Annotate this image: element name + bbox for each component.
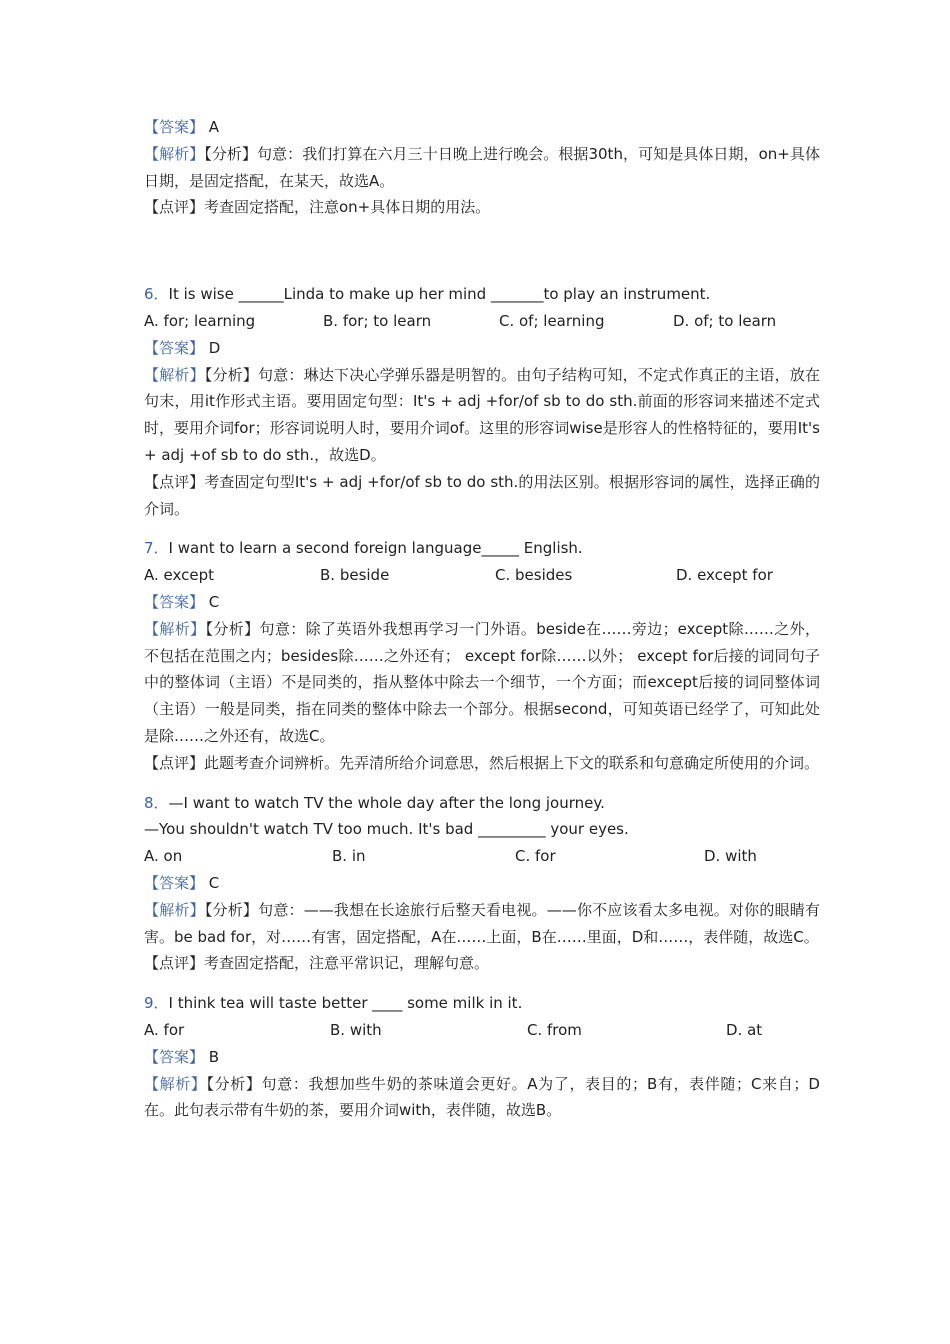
analysis-tag: 【解析】 bbox=[144, 900, 205, 919]
question-blank: _____ bbox=[481, 539, 519, 558]
answer-line bbox=[144, 1044, 820, 1071]
comment-block: 【点评】考查固定搭配，注意平常识记，理解句意。 bbox=[144, 954, 490, 973]
analysis-block bbox=[144, 616, 820, 750]
question-text: I want to learn a second foreign language bbox=[168, 539, 482, 558]
option-a: A. for bbox=[144, 1020, 185, 1039]
option-d: D. except for bbox=[676, 566, 773, 585]
option-b: B. beside bbox=[320, 566, 390, 585]
analysis-text: 【分析】句意：除了英语外我想再学习一门外语。beside在……旁边；except除……之外，不包括在范围之内；besides除……之外还有； except for除……以外； except for后接的词同句子中的整体词（主语）不是同类的，指从整体中除去一个细节，一个方面；而except后接的词同整体词（主语）一般是同类，指在同类的整体中除去一个部分。根据second，可知英语已经学了，可知此处是除……之外还有，故选C。 bbox=[144, 619, 820, 745]
analysis-block bbox=[144, 1071, 820, 1125]
option-c: C. of; learning bbox=[499, 311, 605, 330]
option-a: A. on bbox=[144, 847, 183, 866]
answer-value: C bbox=[208, 873, 220, 892]
answer-value: D bbox=[208, 338, 221, 357]
answer-line bbox=[144, 870, 820, 897]
options-row bbox=[144, 562, 820, 589]
question-text-end: English. bbox=[519, 539, 583, 558]
answer-line bbox=[144, 589, 820, 616]
option-d: D. at bbox=[726, 1020, 763, 1039]
question-number: 9． bbox=[144, 994, 169, 1013]
question-dialogue: —You shouldn't watch TV too much. It's bad _________ your eyes. bbox=[144, 820, 629, 839]
question-stem bbox=[144, 281, 820, 308]
question-number: 7． bbox=[144, 539, 169, 558]
question-text: —I want to watch TV the whole day after the long journey. bbox=[168, 793, 605, 812]
options-row bbox=[144, 308, 820, 335]
analysis-block bbox=[144, 897, 820, 951]
answer-line bbox=[144, 335, 820, 362]
answer-tag: 【答案】 bbox=[144, 592, 205, 611]
document-page bbox=[144, 114, 820, 1124]
answer-tag: 【答案】 bbox=[144, 118, 205, 136]
question-number: 6． bbox=[144, 285, 169, 304]
analysis-text: 【分析】句意：我们打算在六月三十日晚上进行晚会。根据30th，可知是具体日期，on+具体日期，是固定搭配，在某天，故选A。 bbox=[144, 144, 820, 190]
option-c: C. from bbox=[527, 1020, 582, 1039]
option-c: C. besides bbox=[495, 566, 573, 585]
analysis-tag: 【解析】 bbox=[144, 144, 205, 163]
question-stem bbox=[144, 535, 820, 562]
answer-value: A bbox=[208, 118, 220, 136]
comment-block: 【点评】此题考查介词辨析。先弄清所给介词意思，然后根据上下文的联系和句意确定所使用的介词。 bbox=[144, 753, 820, 772]
option-c: C. for bbox=[515, 847, 556, 866]
analysis-tag: 【解析】 bbox=[144, 365, 205, 384]
question-stem bbox=[144, 790, 820, 817]
answer-line bbox=[144, 114, 820, 141]
analysis-block bbox=[144, 362, 820, 469]
analysis-tag: 【解析】 bbox=[144, 1074, 207, 1093]
analysis-text: 【分析】句意：我想加些牛奶的茶味道会更好。A为了，表目的；B有，表伴随；C来自；D在。此句表示带有牛奶的茶，要用介词with，表伴随，故选B。 bbox=[144, 1074, 820, 1120]
option-d: D. of; to learn bbox=[673, 311, 777, 330]
answer-value: B bbox=[208, 1047, 220, 1066]
analysis-text: 【分析】句意：——我想在长途旅行后整天看电视。——你不应该看太多电视。对你的眼睛有害。be bad for，对……有害，固定搭配，A在……上面，B在……里面，D和……，表伴随，故选C。 bbox=[144, 900, 820, 946]
answer-tag: 【答案】 bbox=[144, 1047, 205, 1066]
question-number: 8． bbox=[144, 793, 169, 812]
question-stem bbox=[144, 990, 820, 1017]
comment-block: 【点评】考查固定搭配，注意on+具体日期的用法。 bbox=[144, 198, 491, 217]
answer-value: C bbox=[208, 592, 220, 611]
option-a: A. except bbox=[144, 566, 214, 585]
analysis-block bbox=[144, 141, 820, 195]
option-d: D. with bbox=[704, 847, 757, 866]
analysis-text: 【分析】句意：琳达下决心学弹乐器是明智的。由句子结构可知，不定式作真正的主语，放在句末，用it作形式主语。要用固定句型：It's + adj +for/of sb to do sth.前面的形容词来描述不定式时，要用介词for；形容词说明人时，要用介词of。这里的形容词wise是形容人的性格特征的，要用It's + adj +of sb to do sth.，故选D。 bbox=[144, 365, 820, 464]
answer-tag: 【答案】 bbox=[144, 873, 205, 892]
analysis-tag: 【解析】 bbox=[144, 619, 206, 638]
question-text: I think tea will taste better ____ some milk in it. bbox=[168, 994, 523, 1013]
comment-block: 【点评】考查固定句型It's + adj +for/of sb to do sth.的用法区别。根据形容词的属性，选择正确的介词。 bbox=[144, 472, 820, 518]
option-a: A. for; learning bbox=[144, 311, 256, 330]
options-row bbox=[144, 843, 820, 870]
option-b: B. with bbox=[330, 1020, 382, 1039]
question-text: It is wise ______Linda to make up her mind _______to play an instrument. bbox=[168, 285, 711, 304]
option-b: B. in bbox=[332, 847, 366, 866]
answer-tag: 【答案】 bbox=[144, 338, 205, 357]
options-row bbox=[144, 1017, 820, 1044]
option-b: B. for; to learn bbox=[323, 311, 432, 330]
